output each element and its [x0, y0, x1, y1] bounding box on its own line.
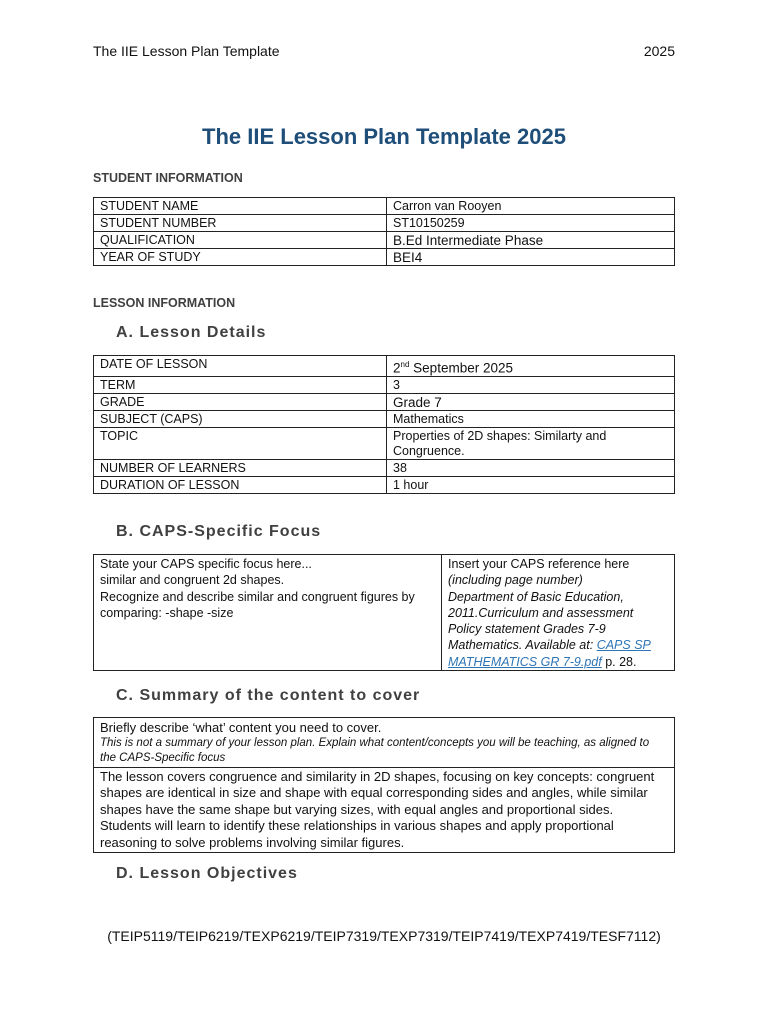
lesson-information-label: LESSON INFORMATION [93, 296, 236, 310]
table-row [94, 768, 675, 853]
caps-reference-cell [442, 555, 675, 671]
duration-value: 1 hour [387, 476, 675, 493]
caps-focus-line-1: similar and congruent 2d shapes. [100, 573, 285, 588]
summary-content-cell: The lesson covers congruence and similarity in 2D shapes, focusing on key concepts: congruent shapes are identical in size and shape with equal corresponding sides and angles, while similar shapes have the same shape but varying sizes, with equal angles and proportional sides. Students will learn to identify these relationships in various shapes and apply proportional reasoning to solve problems involving similar figures. [94, 768, 675, 853]
year-of-study-label: YEAR OF STUDY [94, 249, 387, 266]
date-of-lesson-label: DATE OF LESSON [94, 356, 387, 377]
student-name-label: STUDENT NAME [94, 198, 387, 215]
subject-label: SUBJECT (CAPS) [94, 410, 387, 427]
table-row [94, 476, 675, 493]
student-number-label: STUDENT NUMBER [94, 215, 387, 232]
summary-instructions-cell [94, 718, 675, 768]
student-number-value: ST10150259 [387, 215, 675, 232]
term-label: TERM [94, 376, 387, 393]
number-of-learners-value: 38 [387, 459, 675, 476]
table-row [94, 393, 675, 410]
table-row [94, 249, 675, 266]
date-rest: September 2025 [409, 360, 513, 376]
qualification-label: QUALIFICATION [94, 232, 387, 249]
document-title: The IIE Lesson Plan Template 2025 [202, 124, 566, 149]
table-row [94, 555, 675, 671]
table-row [94, 459, 675, 476]
section-b-heading: B. CAPS-Specific Focus [116, 523, 322, 540]
summary-prompt: Briefly describe ‘what’ content you need to cover. [100, 720, 382, 735]
topic-label: TOPIC [94, 427, 387, 459]
table-row [94, 376, 675, 393]
footer-module-codes: (TEIP5119/TEIP6219/TEXP6219/TEIP7319/TEXP7319/TEIP7419/TEXP7419/TESF7112) [107, 928, 661, 944]
caps-focus-table [93, 554, 675, 671]
section-d-heading: D. Lesson Objectives [116, 865, 298, 882]
section-a-heading: A. Lesson Details [116, 324, 267, 341]
term-value: 3 [387, 376, 675, 393]
table-row [94, 215, 675, 232]
duration-label: DURATION OF LESSON [94, 476, 387, 493]
student-info-table [93, 197, 675, 266]
grade-value: Grade 7 [387, 393, 675, 410]
date-ordinal: nd [400, 360, 410, 369]
year-of-study-value: BEI4 [387, 249, 675, 266]
caps-reference-citation [448, 589, 668, 670]
date-of-lesson-value [387, 356, 675, 377]
content-summary-table [93, 717, 675, 853]
citation-text: Department of Basic Education, 2011.Curriculum and assessment Policy statement Grades 7-9 Mathematics. Available at: [448, 589, 634, 653]
table-row [94, 718, 675, 768]
number-of-learners-label: NUMBER OF LEARNERS [94, 459, 387, 476]
qualification-value: B.Ed Intermediate Phase [387, 232, 675, 249]
header-left-title: The IIE Lesson Plan Template [93, 43, 280, 59]
topic-value: Properties of 2D shapes: Similarty and Congruence. [387, 427, 675, 459]
lesson-details-table [93, 355, 675, 494]
caps-reference-prompt: Insert your CAPS reference here [448, 557, 630, 571]
caps-focus-cell [94, 555, 442, 671]
table-row [94, 427, 675, 459]
section-c-heading: C. Summary of the content to cover [116, 687, 421, 704]
caps-focus-prompt: State your CAPS specific focus here... [100, 557, 312, 571]
caps-reference-note: (including page number) [448, 573, 583, 588]
caps-focus-line-2: Recognize and describe similar and congruent figures by comparing: -shape -size [100, 589, 415, 620]
table-row [94, 410, 675, 427]
grade-label: GRADE [94, 393, 387, 410]
student-information-label: STUDENT INFORMATION [93, 171, 243, 185]
caps-pdf-link[interactable]: CAPS SP MATHEMATICS GR 7-9.pdf [448, 638, 651, 669]
subject-value: Mathematics [387, 410, 675, 427]
student-name-value: Carron van Rooyen [387, 198, 675, 215]
header-year: 2025 [643, 43, 675, 59]
table-row [94, 232, 675, 249]
summary-note: This is not a summary of your lesson plan. Explain what content/concepts you will be teaching, as aligned to the CAPS-Specific focus [100, 737, 650, 764]
date-day: 2 [393, 360, 401, 376]
citation-page: p. 28. [601, 654, 637, 669]
table-row [94, 198, 675, 215]
table-row [94, 356, 675, 377]
